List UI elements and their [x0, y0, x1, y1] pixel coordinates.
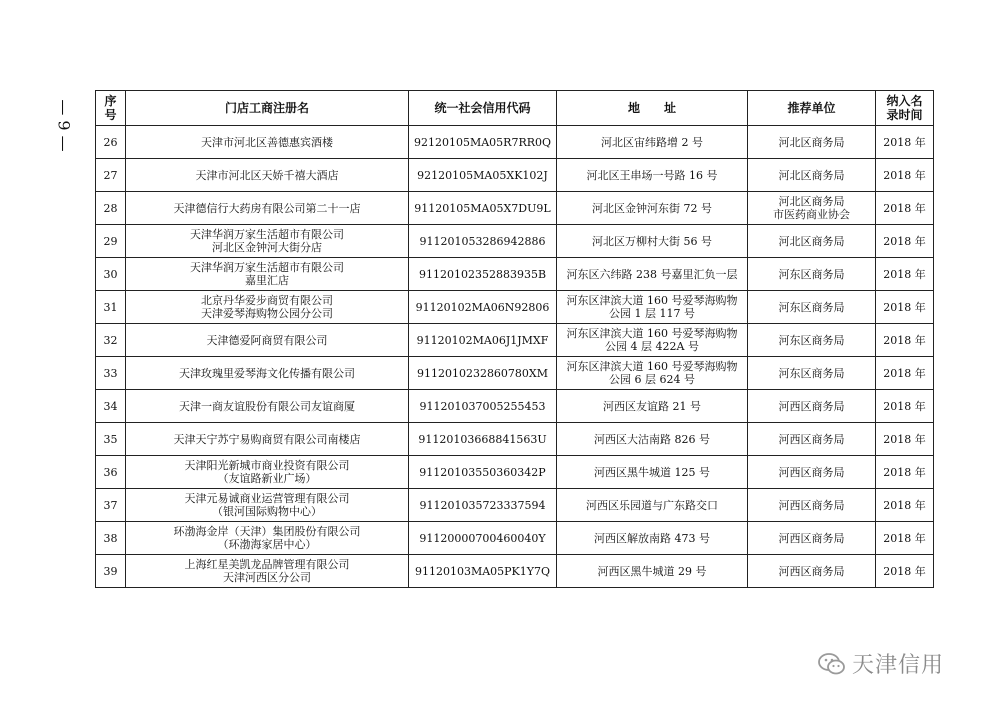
cell-address: 河北区宙纬路增 2 号: [557, 126, 748, 159]
cell-unit: 河北区商务局: [748, 126, 876, 159]
cell-code: 91120103550360342P: [409, 456, 557, 489]
cell-address: 河北区万柳村大街 56 号: [557, 225, 748, 258]
cell-unit: 河西区商务局: [748, 522, 876, 555]
cell-seq: 37: [96, 489, 126, 522]
cell-code: 92120105MA05XK102J: [409, 159, 557, 192]
watermark-text: 天津信用: [852, 653, 945, 678]
cell-code: 91120102MA06J1JMXF: [409, 324, 557, 357]
wechat-icon: [818, 652, 846, 676]
table-row: [96, 489, 934, 522]
cell-name: 天津元易诚商业运营管理有限公司 （银河国际购物中心）: [126, 489, 409, 522]
cell-seq: 39: [96, 555, 126, 588]
cell-address: 河东区津滨大道 160 号爱琴海购物 公园 1 层 117 号: [557, 291, 748, 324]
cell-seq: 35: [96, 423, 126, 456]
cell-time: 2018 年: [876, 126, 934, 159]
cell-time: 2018 年: [876, 258, 934, 291]
cell-code: 91120000700460040Y: [409, 522, 557, 555]
cell-name: 上海红星美凯龙品牌管理有限公司 天津河西区分公司: [126, 555, 409, 588]
table-row: [96, 390, 934, 423]
cell-name: 天津天宁苏宁易购商贸有限公司南楼店: [126, 423, 409, 456]
merchant-table: [95, 90, 934, 588]
cell-address: 河北区金钟河东街 72 号: [557, 192, 748, 225]
cell-code: 911201035723337594: [409, 489, 557, 522]
cell-name: 天津市河北区天娇千禧大酒店: [126, 159, 409, 192]
cell-code: 91120103668841563U: [409, 423, 557, 456]
page-number: — 9 —: [54, 98, 74, 152]
cell-name: 天津阳光新城市商业投资有限公司 （友谊路新业广场）: [126, 456, 409, 489]
cell-address: 河东区六纬路 238 号嘉里汇负一层: [557, 258, 748, 291]
cell-name: 环渤海金岸（天津）集团股份有限公司 （环渤海家居中心）: [126, 522, 409, 555]
cell-code: 9112010235288393​5B: [409, 258, 557, 291]
header-seq: 序 号: [96, 91, 126, 126]
cell-time: 2018 年: [876, 423, 934, 456]
header-name: 门店工商注册名: [126, 91, 409, 126]
table-row: [96, 159, 934, 192]
cell-time: 2018 年: [876, 522, 934, 555]
cell-code: 92120105MA05R7RR0Q: [409, 126, 557, 159]
cell-unit: 河西区商务局: [748, 555, 876, 588]
cell-name: 天津一商友谊股份有限公司友谊商厦: [126, 390, 409, 423]
cell-unit: 河西区商务局: [748, 489, 876, 522]
cell-time: 2018 年: [876, 357, 934, 390]
cell-address: 河西区解放南路 473 号: [557, 522, 748, 555]
cell-time: 2018 年: [876, 159, 934, 192]
cell-unit: 河西区商务局: [748, 423, 876, 456]
cell-name: 天津市河北区善德惠宾酒楼: [126, 126, 409, 159]
cell-seq: 38: [96, 522, 126, 555]
table-row: [96, 324, 934, 357]
cell-unit: 河西区商务局: [748, 390, 876, 423]
table-row: [96, 225, 934, 258]
table-row: [96, 126, 934, 159]
header-code: 统一社会信用代码: [409, 91, 557, 126]
table-row: [96, 258, 934, 291]
cell-seq: 31: [96, 291, 126, 324]
cell-seq: 26: [96, 126, 126, 159]
cell-seq: 29: [96, 225, 126, 258]
cell-seq: 28: [96, 192, 126, 225]
table-row: [96, 423, 934, 456]
cell-name: 天津德爱阿商贸有限公司: [126, 324, 409, 357]
cell-unit: 河北区商务局: [748, 225, 876, 258]
cell-name: 北京丹华爱步商贸有限公司 天津爱琴海购物公园分公司: [126, 291, 409, 324]
cell-code: 91120102328607​80XM: [409, 357, 557, 390]
cell-unit: 河北区商务局: [748, 159, 876, 192]
table-row: [96, 291, 934, 324]
table-row: [96, 192, 934, 225]
cell-address: 河北区王串场一号路 16 号: [557, 159, 748, 192]
cell-seq: 27: [96, 159, 126, 192]
table-header-row: [96, 91, 934, 126]
cell-code: 911201037005255453: [409, 390, 557, 423]
cell-time: 2018 年: [876, 390, 934, 423]
cell-seq: 33: [96, 357, 126, 390]
cell-unit: 河东区商务局: [748, 324, 876, 357]
cell-code: 91120102MA06N92806: [409, 291, 557, 324]
cell-address: 河西区友谊路 21 号: [557, 390, 748, 423]
cell-code: 91120105MA05X7DU9L: [409, 192, 557, 225]
cell-seq: 34: [96, 390, 126, 423]
cell-code: 911201053286942886: [409, 225, 557, 258]
cell-unit: 河东区商务局: [748, 258, 876, 291]
cell-address: 河东区津滨大道 160 号爱琴海购物 公园 6 层 624 号: [557, 357, 748, 390]
cell-time: 2018 年: [876, 324, 934, 357]
cell-unit: 河北区商务局 市医药商业协会: [748, 192, 876, 225]
cell-time: 2018 年: [876, 192, 934, 225]
header-time: 纳入名 录时间: [876, 91, 934, 126]
table-row: [96, 555, 934, 588]
cell-seq: 32: [96, 324, 126, 357]
table-row: [96, 522, 934, 555]
cell-unit: 河东区商务局: [748, 357, 876, 390]
cell-name: 天津华润万家生活超市有限公司 河北区金钟河大街分店: [126, 225, 409, 258]
cell-name: 天津华润万家生活超市有限公司 嘉里汇店: [126, 258, 409, 291]
cell-address: 河西区黑牛城道 29 号: [557, 555, 748, 588]
cell-time: 2018 年: [876, 225, 934, 258]
cell-code: 91120103MA05PK1Y7Q: [409, 555, 557, 588]
watermark-logo: [818, 648, 944, 679]
cell-time: 2018 年: [876, 489, 934, 522]
cell-name: 天津玫瑰里爱琴海文化传播有限公司: [126, 357, 409, 390]
cell-seq: 30: [96, 258, 126, 291]
cell-time: 2018 年: [876, 291, 934, 324]
cell-time: 2018 年: [876, 456, 934, 489]
cell-unit: 河东区商务局: [748, 291, 876, 324]
header-address: 地 址: [557, 91, 748, 126]
cell-address: 河东区津滨大道 160 号爱琴海购物 公园 4 层 422A 号: [557, 324, 748, 357]
cell-address: 河西区大沽南路 826 号: [557, 423, 748, 456]
cell-name: 天津德信行大药房有限公司第二十一店: [126, 192, 409, 225]
cell-address: 河西区黑牛城道 125 号: [557, 456, 748, 489]
cell-address: 河西区乐园道与广东路交口: [557, 489, 748, 522]
header-unit: 推荐单位: [748, 91, 876, 126]
cell-time: 2018 年: [876, 555, 934, 588]
table-row: [96, 456, 934, 489]
table-row: [96, 357, 934, 390]
cell-unit: 河西区商务局: [748, 456, 876, 489]
cell-seq: 36: [96, 456, 126, 489]
